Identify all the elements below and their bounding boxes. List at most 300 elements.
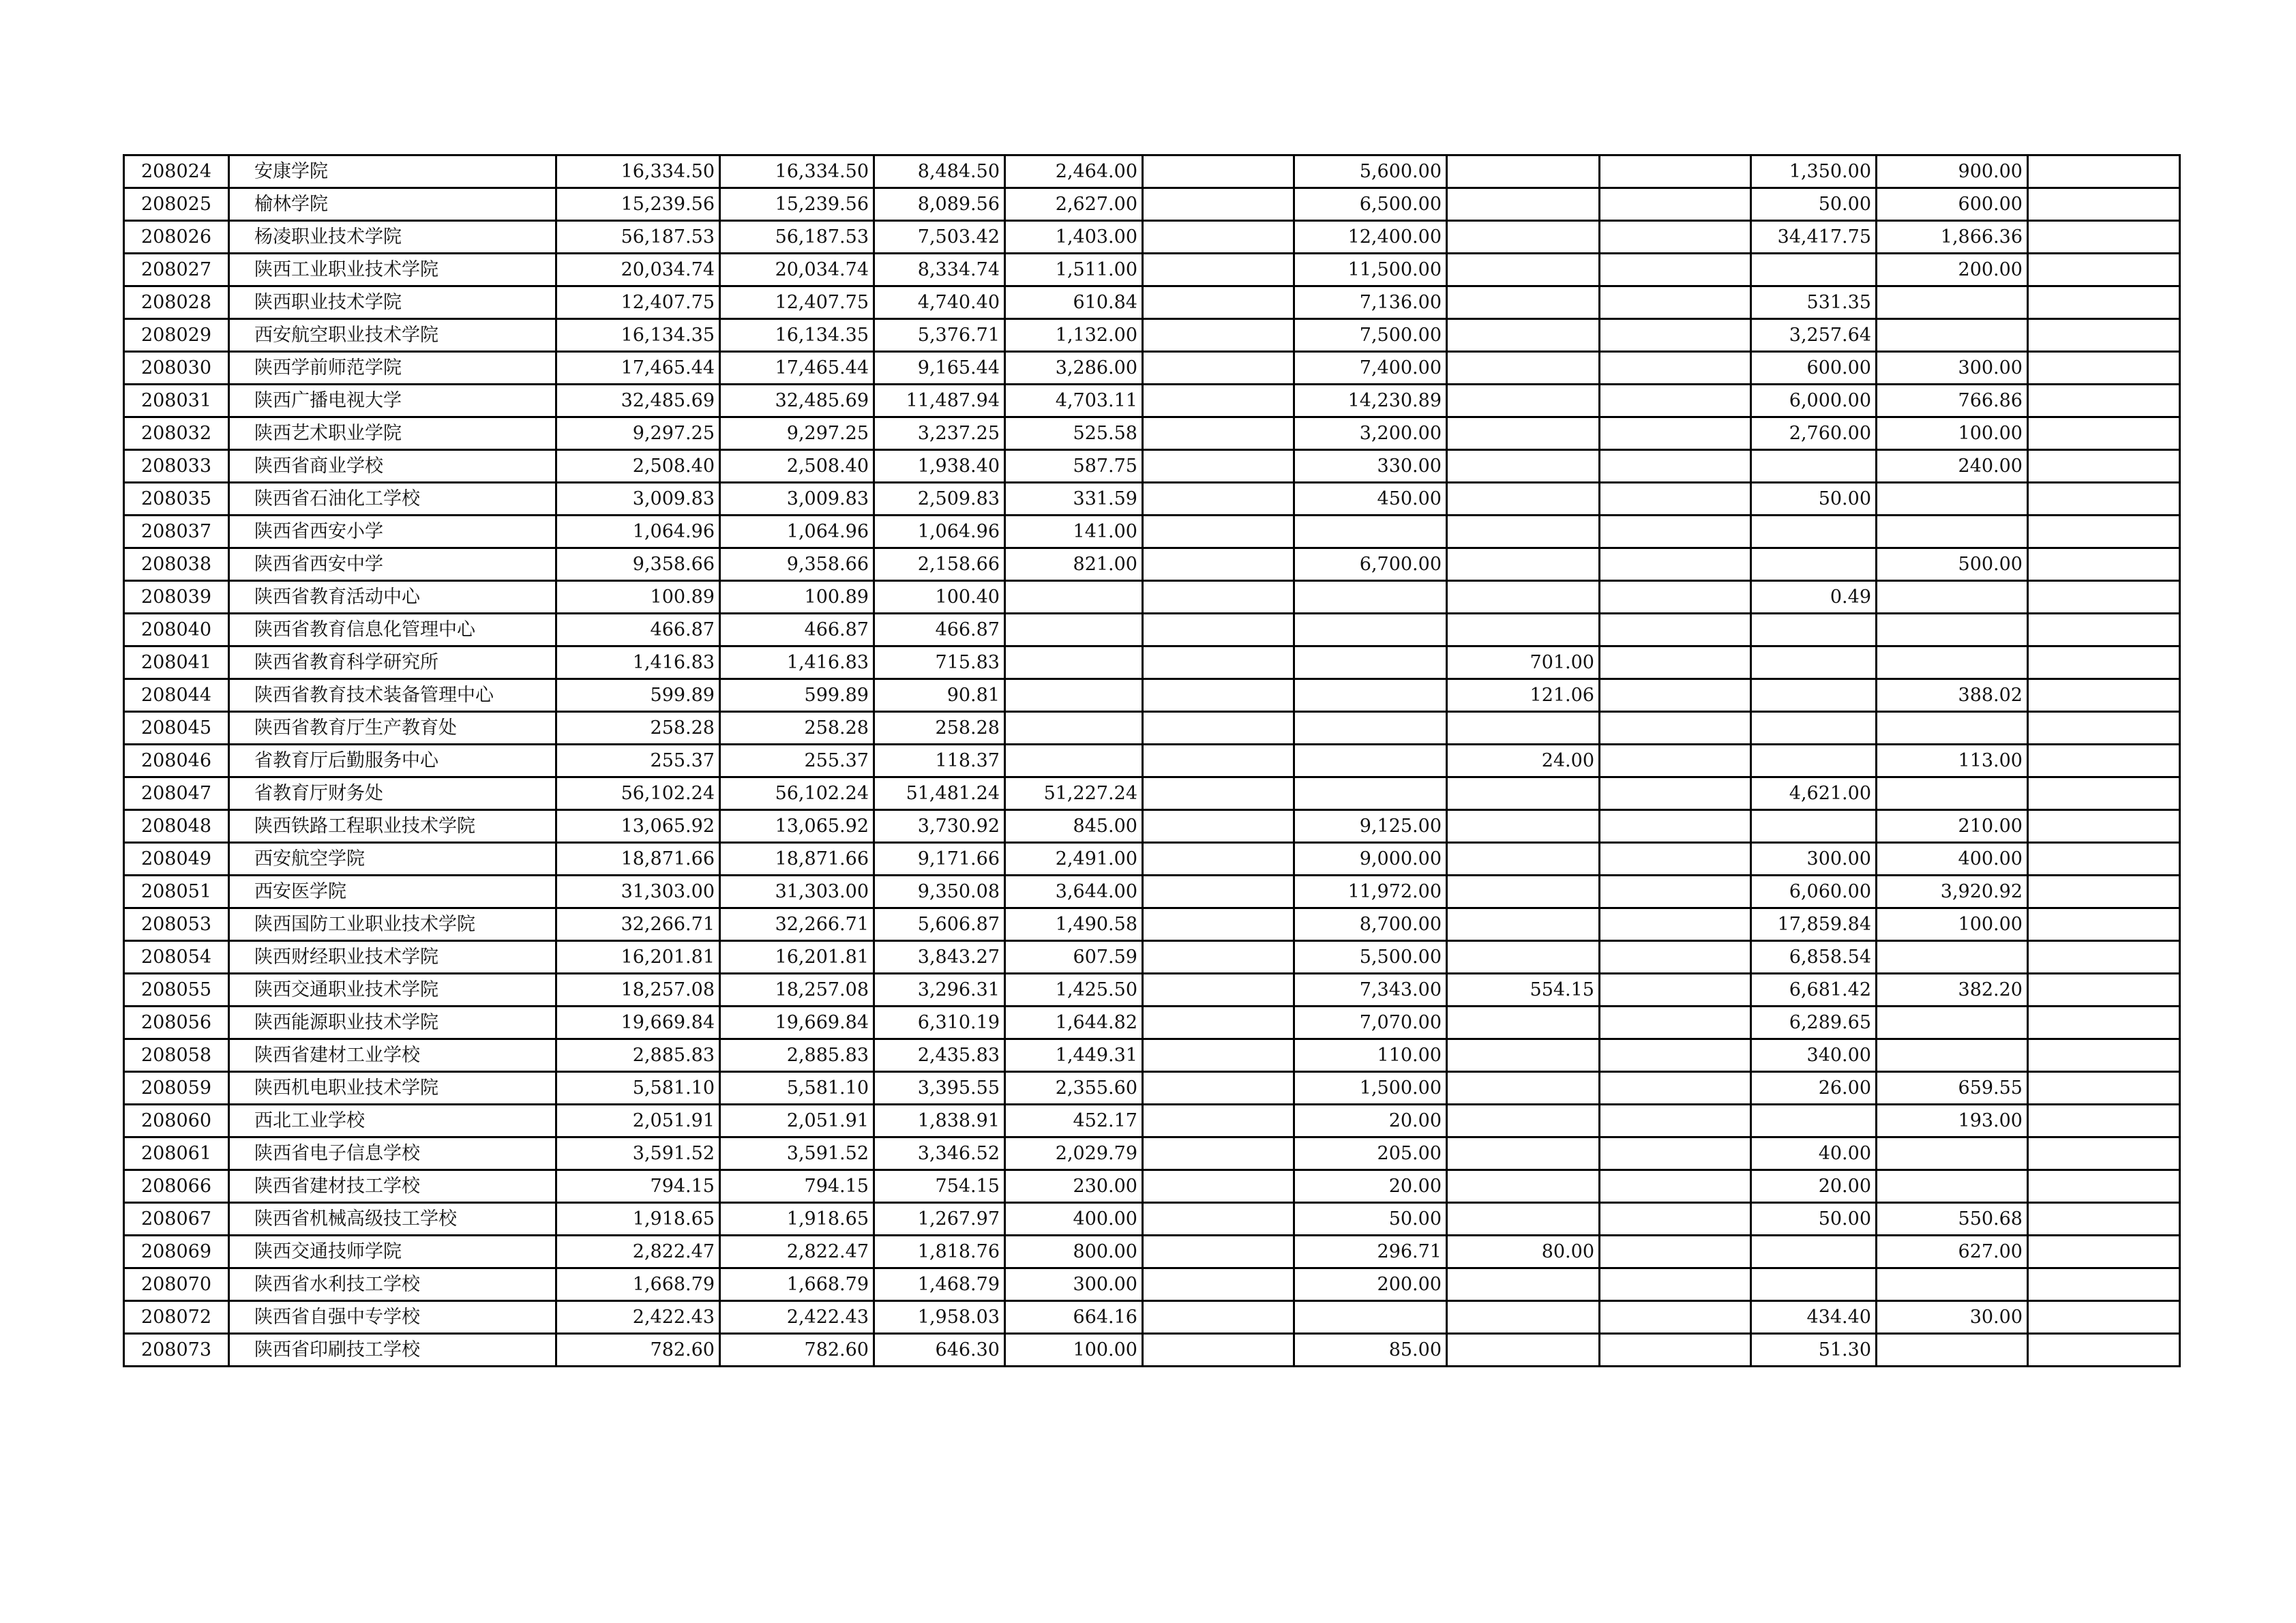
amount-cell: 56,187.53 [720,221,874,254]
amount-cell: 17,465.44 [720,352,874,385]
amount-cell [1877,1334,2028,1367]
unit-code-cell: 208073 [124,1334,229,1367]
amount-cell [1143,614,1294,646]
amount-cell: 452.17 [1005,1105,1143,1137]
table-row [124,254,2180,286]
table-row [124,1334,2180,1367]
amount-cell [1600,450,1751,483]
unit-code-cell: 208069 [124,1236,229,1268]
amount-cell: 56,102.24 [720,777,874,810]
amount-cell: 607.59 [1005,941,1143,974]
amount-cell: 525.58 [1005,417,1143,450]
amount-cell [1600,254,1751,286]
unit-code-cell: 208046 [124,745,229,777]
amount-cell: 16,334.50 [720,155,874,188]
amount-cell: 2,051.91 [556,1105,720,1137]
amount-cell: 7,136.00 [1294,286,1447,319]
unit-code-cell: 208026 [124,221,229,254]
amount-cell [2028,286,2180,319]
amount-cell: 4,703.11 [1005,385,1143,417]
amount-cell [1447,188,1600,221]
amount-cell [2028,1236,2180,1268]
unit-name-cell: 陕西省西安小学 [229,516,556,548]
unit-code-cell: 208053 [124,908,229,941]
amount-cell: 3,730.92 [874,810,1005,843]
amount-cell [1447,548,1600,581]
amount-cell: 16,134.35 [556,319,720,352]
unit-name-cell: 陕西能源职业技术学院 [229,1007,556,1039]
unit-code-cell: 208051 [124,876,229,908]
unit-name-cell: 陕西省印刷技工学校 [229,1334,556,1367]
amount-cell: 9,165.44 [874,352,1005,385]
amount-cell: 1,918.65 [556,1203,720,1236]
amount-cell: 434.40 [1751,1301,1877,1334]
amount-cell: 6,500.00 [1294,188,1447,221]
table-row [124,1039,2180,1072]
amount-cell: 8,089.56 [874,188,1005,221]
amount-cell: 3,920.92 [1877,876,2028,908]
unit-name-cell: 西安航空学院 [229,843,556,876]
amount-cell: 32,485.69 [556,385,720,417]
amount-cell [2028,1334,2180,1367]
amount-cell: 450.00 [1294,483,1447,516]
amount-cell: 664.16 [1005,1301,1143,1334]
amount-cell: 100.40 [874,581,1005,614]
amount-cell [1877,1170,2028,1203]
amount-cell: 599.89 [556,679,720,712]
amount-cell [1447,286,1600,319]
amount-cell [2028,1039,2180,1072]
amount-cell [1600,810,1751,843]
amount-cell: 255.37 [556,745,720,777]
unit-name-cell: 陕西省石油化工学校 [229,483,556,516]
amount-cell [1600,1170,1751,1203]
amount-cell [1600,483,1751,516]
amount-cell: 550.68 [1877,1203,2028,1236]
amount-cell [1005,614,1143,646]
amount-cell [1877,516,2028,548]
table-row [124,483,2180,516]
amount-cell: 794.15 [720,1170,874,1203]
amount-cell: 7,070.00 [1294,1007,1447,1039]
amount-cell [2028,1007,2180,1039]
amount-cell: 50.00 [1751,188,1877,221]
unit-code-cell: 208030 [124,352,229,385]
amount-cell: 18,871.66 [720,843,874,876]
amount-cell [1600,843,1751,876]
unit-code-cell: 208028 [124,286,229,319]
amount-cell [1143,548,1294,581]
amount-cell [1751,1105,1877,1137]
unit-name-cell: 陕西国防工业职业技术学院 [229,908,556,941]
amount-cell: 40.00 [1751,1137,1877,1170]
amount-cell [1751,1236,1877,1268]
amount-cell: 600.00 [1751,352,1877,385]
amount-cell: 118.37 [874,745,1005,777]
table-row [124,1072,2180,1105]
amount-cell: 16,134.35 [720,319,874,352]
unit-name-cell: 省教育厅财务处 [229,777,556,810]
amount-cell: 600.00 [1877,188,2028,221]
amount-cell [1447,908,1600,941]
amount-cell: 382.20 [1877,974,2028,1007]
amount-cell [1005,745,1143,777]
unit-code-cell: 208032 [124,417,229,450]
amount-cell: 3,395.55 [874,1072,1005,1105]
amount-cell: 1,468.79 [874,1268,1005,1301]
amount-cell [2028,712,2180,745]
amount-cell: 14,230.89 [1294,385,1447,417]
amount-cell: 200.00 [1877,254,2028,286]
amount-cell [1294,1301,1447,1334]
amount-cell: 5,600.00 [1294,155,1447,188]
amount-cell: 19,669.84 [556,1007,720,1039]
amount-cell [2028,319,2180,352]
amount-cell: 1,838.91 [874,1105,1005,1137]
amount-cell: 1,132.00 [1005,319,1143,352]
amount-cell [2028,581,2180,614]
amount-cell [1143,679,1294,712]
amount-cell [2028,974,2180,1007]
amount-cell [1751,614,1877,646]
amount-cell: 9,297.25 [720,417,874,450]
unit-name-cell: 陕西省西安中学 [229,548,556,581]
amount-cell [1143,155,1294,188]
amount-cell [2028,155,2180,188]
amount-cell [2028,1203,2180,1236]
amount-cell [1143,1203,1294,1236]
amount-cell [1447,810,1600,843]
amount-cell: 794.15 [556,1170,720,1203]
amount-cell [1600,777,1751,810]
amount-cell [1447,941,1600,974]
amount-cell [2028,679,2180,712]
amount-cell: 610.84 [1005,286,1143,319]
unit-name-cell: 陕西省教育厅生产教育处 [229,712,556,745]
amount-cell: 9,000.00 [1294,843,1447,876]
amount-cell [1143,876,1294,908]
amount-cell [1447,1203,1600,1236]
amount-cell [1447,581,1600,614]
amount-cell: 5,376.71 [874,319,1005,352]
amount-cell [1447,1072,1600,1105]
unit-name-cell: 杨凌职业技术学院 [229,221,556,254]
amount-cell [1447,450,1600,483]
amount-cell [1600,614,1751,646]
amount-cell [2028,646,2180,679]
amount-cell [1447,614,1600,646]
amount-cell: 2,464.00 [1005,155,1143,188]
amount-cell [1143,1039,1294,1072]
amount-cell: 782.60 [720,1334,874,1367]
amount-cell [1005,581,1143,614]
amount-cell: 782.60 [556,1334,720,1367]
amount-cell: 2,822.47 [556,1236,720,1268]
amount-cell [1600,516,1751,548]
amount-cell [1143,1301,1294,1334]
amount-cell: 6,310.19 [874,1007,1005,1039]
amount-cell: 900.00 [1877,155,2028,188]
unit-name-cell: 陕西省教育科学研究所 [229,646,556,679]
table-row [124,941,2180,974]
amount-cell: 330.00 [1294,450,1447,483]
amount-cell: 8,334.74 [874,254,1005,286]
amount-cell: 90.81 [874,679,1005,712]
amount-cell: 4,740.40 [874,286,1005,319]
unit-name-cell: 陕西省建材技工学校 [229,1170,556,1203]
amount-cell [1143,1268,1294,1301]
amount-cell [1143,908,1294,941]
amount-cell [2028,908,2180,941]
unit-code-cell: 208045 [124,712,229,745]
amount-cell: 3,644.00 [1005,876,1143,908]
amount-cell [1877,1137,2028,1170]
amount-cell [1005,646,1143,679]
amount-cell: 331.59 [1005,483,1143,516]
amount-cell: 1,267.97 [874,1203,1005,1236]
amount-cell [1447,417,1600,450]
amount-cell [1877,1268,2028,1301]
amount-cell: 258.28 [720,712,874,745]
amount-cell: 587.75 [1005,450,1143,483]
amount-cell [1143,319,1294,352]
unit-code-cell: 208038 [124,548,229,581]
amount-cell: 100.00 [1877,908,2028,941]
unit-name-cell: 陕西省自强中专学校 [229,1301,556,1334]
amount-cell: 31,303.00 [556,876,720,908]
amount-cell: 845.00 [1005,810,1143,843]
amount-cell: 1,425.50 [1005,974,1143,1007]
unit-name-cell: 陕西省机械高级技工学校 [229,1203,556,1236]
amount-cell [1447,1334,1600,1367]
table-row [124,1203,2180,1236]
amount-cell: 8,700.00 [1294,908,1447,941]
amount-cell: 9,125.00 [1294,810,1447,843]
amount-cell: 2,422.43 [556,1301,720,1334]
amount-cell [2028,1137,2180,1170]
amount-cell: 2,491.00 [1005,843,1143,876]
amount-cell [1143,1170,1294,1203]
unit-code-cell: 208027 [124,254,229,286]
amount-cell: 1,416.83 [556,646,720,679]
amount-cell: 1,064.96 [874,516,1005,548]
amount-cell: 340.00 [1751,1039,1877,1072]
amount-cell [1447,777,1600,810]
amount-cell: 30.00 [1877,1301,2028,1334]
amount-cell: 1,918.65 [720,1203,874,1236]
table-row [124,679,2180,712]
budget-table [123,154,2181,1367]
amount-cell: 3,200.00 [1294,417,1447,450]
amount-cell: 754.15 [874,1170,1005,1203]
amount-cell: 466.87 [874,614,1005,646]
amount-cell: 200.00 [1294,1268,1447,1301]
amount-cell: 18,257.08 [556,974,720,1007]
unit-code-cell: 208025 [124,188,229,221]
unit-name-cell: 陕西省教育信息化管理中心 [229,614,556,646]
amount-cell [1751,745,1877,777]
amount-cell: 1,490.58 [1005,908,1143,941]
amount-cell [2028,1072,2180,1105]
amount-cell: 141.00 [1005,516,1143,548]
amount-cell: 701.00 [1447,646,1600,679]
amount-cell: 766.86 [1877,385,2028,417]
amount-cell: 20.00 [1751,1170,1877,1203]
amount-cell: 50.00 [1751,1203,1877,1236]
table-row [124,221,2180,254]
amount-cell: 80.00 [1447,1236,1600,1268]
amount-cell: 9,358.66 [720,548,874,581]
amount-cell [2028,614,2180,646]
amount-cell: 4,621.00 [1751,777,1877,810]
amount-cell: 466.87 [556,614,720,646]
table-row [124,1301,2180,1334]
amount-cell [1447,876,1600,908]
unit-code-cell: 208039 [124,581,229,614]
table-row [124,385,2180,417]
unit-name-cell: 安康学院 [229,155,556,188]
amount-cell: 240.00 [1877,450,2028,483]
amount-cell: 6,060.00 [1751,876,1877,908]
amount-cell: 18,257.08 [720,974,874,1007]
amount-cell [2028,483,2180,516]
amount-cell: 7,500.00 [1294,319,1447,352]
amount-cell: 1,818.76 [874,1236,1005,1268]
amount-cell: 3,009.83 [720,483,874,516]
amount-cell: 800.00 [1005,1236,1143,1268]
unit-code-cell: 208029 [124,319,229,352]
table-row [124,1105,2180,1137]
table-row [124,319,2180,352]
amount-cell [1877,581,2028,614]
amount-cell [1447,1039,1600,1072]
amount-cell [1447,1105,1600,1137]
table-row [124,745,2180,777]
unit-name-cell: 陕西财经职业技术学院 [229,941,556,974]
amount-cell: 230.00 [1005,1170,1143,1203]
amount-cell [1447,352,1600,385]
amount-cell: 599.89 [720,679,874,712]
amount-cell: 2,760.00 [1751,417,1877,450]
table-row [124,843,2180,876]
amount-cell: 2,355.60 [1005,1072,1143,1105]
amount-cell [1877,319,2028,352]
amount-cell [1600,974,1751,1007]
amount-cell [1600,1072,1751,1105]
amount-cell: 300.00 [1005,1268,1143,1301]
amount-cell [2028,1105,2180,1137]
amount-cell: 100.89 [720,581,874,614]
amount-cell: 554.15 [1447,974,1600,1007]
amount-cell [1751,712,1877,745]
amount-cell: 5,581.10 [556,1072,720,1105]
amount-cell [1751,516,1877,548]
amount-cell: 210.00 [1877,810,2028,843]
unit-name-cell: 陕西艺术职业学院 [229,417,556,450]
table-row [124,450,2180,483]
unit-code-cell: 208061 [124,1137,229,1170]
amount-cell: 0.49 [1751,581,1877,614]
unit-name-cell: 陕西学前师范学院 [229,352,556,385]
amount-cell [1600,155,1751,188]
amount-cell: 3,843.27 [874,941,1005,974]
amount-cell: 32,266.71 [556,908,720,941]
amount-cell: 3,591.52 [720,1137,874,1170]
amount-cell [2028,810,2180,843]
amount-cell: 32,485.69 [720,385,874,417]
table-row [124,876,2180,908]
amount-cell [1143,516,1294,548]
amount-cell [1294,581,1447,614]
unit-code-cell: 208048 [124,810,229,843]
amount-cell [2028,188,2180,221]
table-row [124,155,2180,188]
amount-cell [1877,1039,2028,1072]
amount-cell: 388.02 [1877,679,2028,712]
amount-cell [1751,548,1877,581]
unit-name-cell: 陕西省教育技术装备管理中心 [229,679,556,712]
table-row [124,777,2180,810]
unit-code-cell: 208033 [124,450,229,483]
amount-cell: 15,239.56 [556,188,720,221]
amount-cell: 16,201.81 [556,941,720,974]
amount-cell [1877,941,2028,974]
table-row [124,581,2180,614]
amount-cell: 400.00 [1005,1203,1143,1236]
unit-name-cell: 陕西机电职业技术学院 [229,1072,556,1105]
amount-cell: 1,064.96 [556,516,720,548]
amount-cell: 31,303.00 [720,876,874,908]
amount-cell: 6,858.54 [1751,941,1877,974]
unit-code-cell: 208066 [124,1170,229,1203]
amount-cell: 2,509.83 [874,483,1005,516]
amount-cell: 7,503.42 [874,221,1005,254]
table-row [124,614,2180,646]
unit-name-cell: 陕西工业职业技术学院 [229,254,556,286]
amount-cell: 1,064.96 [720,516,874,548]
amount-cell [1143,745,1294,777]
amount-cell [1143,1007,1294,1039]
amount-cell: 11,500.00 [1294,254,1447,286]
amount-cell: 715.83 [874,646,1005,679]
unit-code-cell: 208041 [124,646,229,679]
unit-name-cell: 陕西职业技术学院 [229,286,556,319]
unit-code-cell: 208044 [124,679,229,712]
amount-cell: 2,158.66 [874,548,1005,581]
amount-cell: 1,938.40 [874,450,1005,483]
amount-cell: 121.06 [1447,679,1600,712]
amount-cell: 646.30 [874,1334,1005,1367]
amount-cell: 2,885.83 [720,1039,874,1072]
table-row [124,712,2180,745]
unit-name-cell: 西北工业学校 [229,1105,556,1137]
table-row [124,1170,2180,1203]
amount-cell: 13,065.92 [556,810,720,843]
table-row [124,548,2180,581]
amount-cell: 19,669.84 [720,1007,874,1039]
amount-cell: 627.00 [1877,1236,2028,1268]
amount-cell: 100.00 [1005,1334,1143,1367]
amount-cell: 3,257.64 [1751,319,1877,352]
table-row [124,908,2180,941]
amount-cell [1600,1137,1751,1170]
amount-cell [1143,1072,1294,1105]
amount-cell: 6,000.00 [1751,385,1877,417]
amount-cell [2028,1170,2180,1203]
amount-cell [1143,941,1294,974]
amount-cell: 1,350.00 [1751,155,1877,188]
unit-code-cell: 208055 [124,974,229,1007]
